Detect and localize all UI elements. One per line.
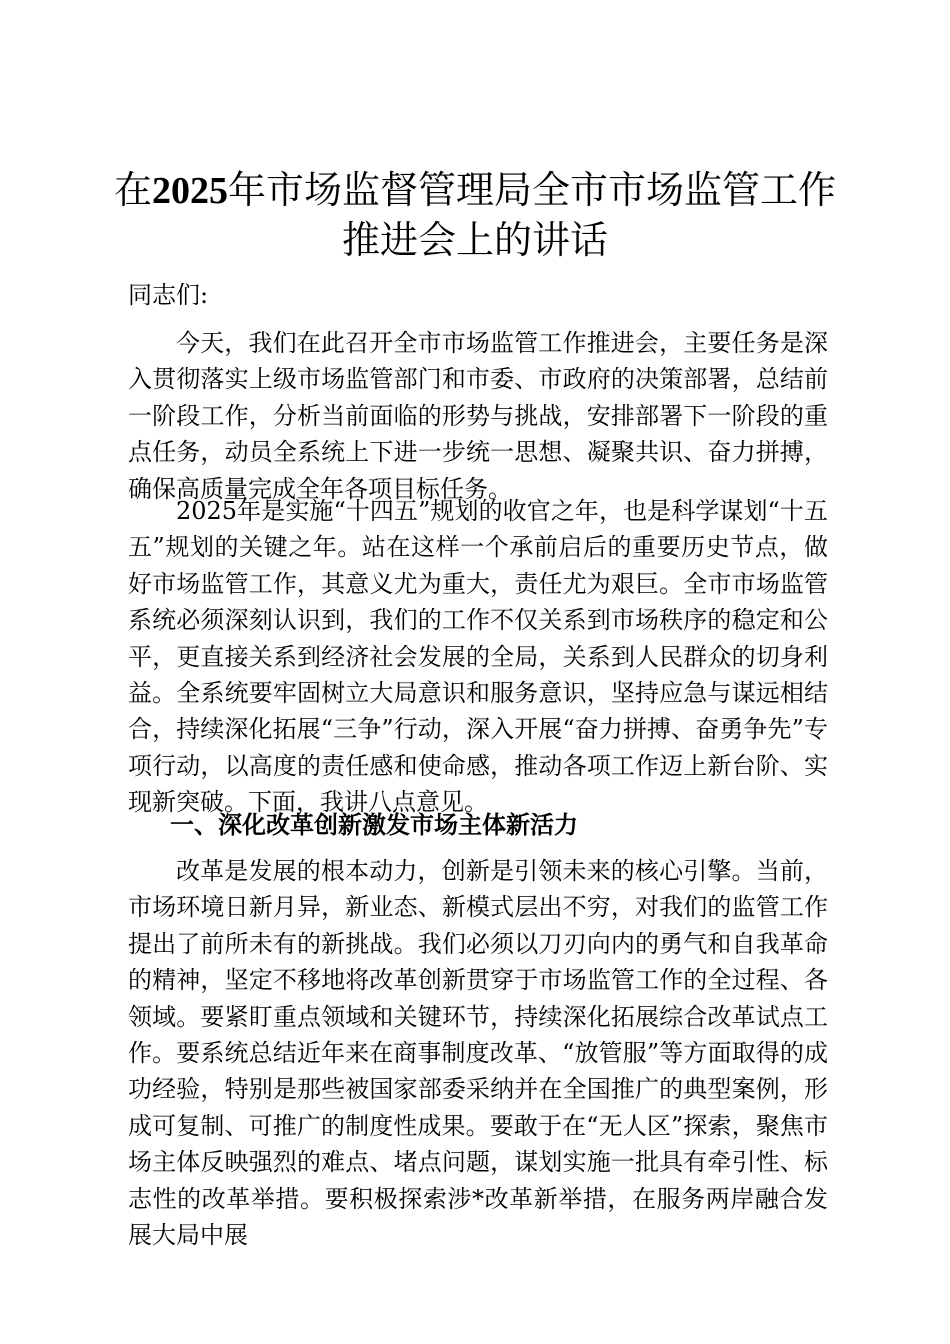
salutation: 同志们: — [128, 281, 209, 309]
document-title-line-2: 推进会上的讲话 — [341, 218, 608, 262]
document-title-line-1 — [100, 164, 850, 217]
paragraph-section-1-body: 改革是发展的根本动力，创新是引领未来的核心引擎。当前，市场环境日新月异，新业态、新模式层出不穷，对我们的监管工作提出了前所未有的新挑战。我们必须以刀刃向内的勇气和自我革命的精神，坚定不移地将改革创新贯穿于市场监管工作的全过程、各领域。要紧盯重点领域和关键环节，持续深化拓展综合改革试点工作。要系统总结近年来在商事制度改革、“放管服”等方面取得的成功经验，特别是那些被国家部委采纳并在全国推广的典型案例，形成可复制、可推广的制度性成果。要敢于在“无人区”探索，聚焦市场主体反映强烈的难点、堵点问题，谋划实施一批具有牵引性、标志性的改革举措。要积极探索涉*改革新举措，在服务两岸融合发展大局中展 — [128, 857, 828, 1250]
section-heading-1: 一、深化改革创新激发市场主体新活力 — [170, 811, 578, 839]
paragraph-context: 2025年是实施“十四五”规划的收官之年，也是科学谋划“十五五”规划的关键之年。站在这样一个承前启后的重要历史节点，做好市场监管工作，其意义尤为重大，责任尤为艰巨。全市市场监管系统必须深刻认识到，我们的工作不仅关系到市场秩序的稳定和公平，更直接关系到经济社会发展的全局，关系到人民群众的切身利益。全系统要牢固树立大局意识和服务意识，坚持应急与谋远相结合，持续深化拓展“三争”行动，深入开展“奋力拼搏、奋勇争先”专项行动，以高度的责任感和使命感，推动各项工作迈上新台阶、实现新突破。下面，我讲八点意见。 — [128, 497, 828, 817]
paragraph-intro: 今天，我们在此召开全市市场监管工作推进会，主要任务是深入贯彻落实上级市场监管部门和市委、市政府的决策部署，总结前一阶段工作，分析当前面临的形势与挑战，安排部署下一阶段的重点任务，动员全系统上下进一步统一思想、凝聚共识、奋力拼搏，确保高质量完成全年各项目标任务。 — [128, 329, 828, 503]
title-line-1-rest: 年市场监督管理局全市市场监管工作 — [228, 168, 837, 212]
title-prefix: 在 — [113, 168, 152, 212]
title-year: 2025 — [152, 170, 228, 212]
